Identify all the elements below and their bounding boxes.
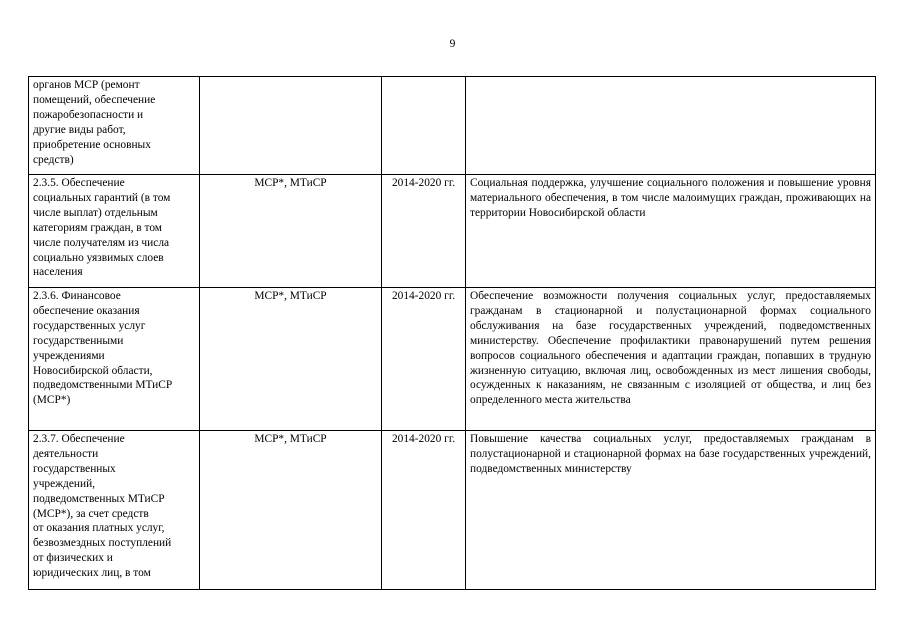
result-cell bbox=[466, 175, 876, 288]
table-row bbox=[29, 77, 876, 175]
executor-cell bbox=[200, 77, 382, 175]
measure-cell bbox=[29, 175, 200, 288]
result-cell bbox=[466, 431, 876, 590]
measure-text: 2.3.6. Финансовое обеспечение оказания государственных услуг государственными учреждениями Новосибирской области, подведомственными МТиСР (МСР*) bbox=[33, 290, 173, 407]
executor-cell bbox=[200, 431, 382, 590]
executor-text: МСР*, МТиСР bbox=[254, 290, 327, 302]
result-cell bbox=[466, 77, 876, 175]
executor-text: МСР*, МТиСР bbox=[254, 433, 327, 445]
executor-cell bbox=[200, 175, 382, 288]
term-cell bbox=[382, 288, 466, 431]
table-row bbox=[29, 288, 876, 431]
program-measures-table bbox=[28, 76, 876, 590]
measure-cell bbox=[29, 77, 200, 175]
term-cell bbox=[382, 431, 466, 590]
executor-cell bbox=[200, 288, 382, 431]
measure-text: органов МСР (ремонт помещений, обеспечение пожаробезопасности и другие виды работ, приобретение основных средств) bbox=[33, 79, 156, 166]
measure-cell bbox=[29, 431, 200, 590]
result-text: Социальная поддержка, улучшение социального положения и повышение уровня материального обеспечения, в том числе малоимущих граждан, проживающих на территории Новосибирской области bbox=[470, 177, 871, 219]
table-row bbox=[29, 175, 876, 288]
executor-text: МСР*, МТиСР bbox=[254, 177, 327, 189]
page-number: 9 bbox=[449, 38, 456, 50]
term-text: 2014-2020 гг. bbox=[391, 177, 456, 189]
measure-cell bbox=[29, 288, 200, 431]
term-cell bbox=[382, 77, 466, 175]
term-cell bbox=[382, 175, 466, 288]
table-row bbox=[29, 431, 876, 590]
term-text: 2014-2020 гг. bbox=[391, 433, 456, 445]
measure-text: 2.3.7. Обеспечение деятельности государственных учреждений, подведомственных МТиСР (МСР*), за счет средств от оказания платных услуг, безвозмездных поступлений от физических и юридических лиц, в том bbox=[33, 433, 172, 580]
term-text: 2014-2020 гг. bbox=[391, 290, 456, 302]
result-text: Обеспечение возможности получения социальных услуг, предоставляемых гражданам в стационарной и полустационарной формах социального обслуживания на базе государственных учреждений, подведомственных министерству. Обеспечение профилактики правонарушений путем решения вопросов социального обеспечения и адаптации граждан, попавших в трудную жизненную ситуацию, включая лиц, освобожденных из мест лишения свободы, осужденных к наказаниям, не связанным с изоляцией от общества, и лиц без определенного места жительства bbox=[470, 290, 871, 407]
result-cell bbox=[466, 288, 876, 431]
result-text: Повышение качества социальных услуг, предоставляемых гражданам в полустационарной и стационарной формах на базе государственных учреждений, подведомственных министерству bbox=[470, 433, 871, 475]
measure-text: 2.3.5. Обеспечение социальных гарантий (в том числе выплат) отдельным категориям граждан, в том числе получателям из числа социально уязвимых слоев населения bbox=[33, 177, 171, 279]
